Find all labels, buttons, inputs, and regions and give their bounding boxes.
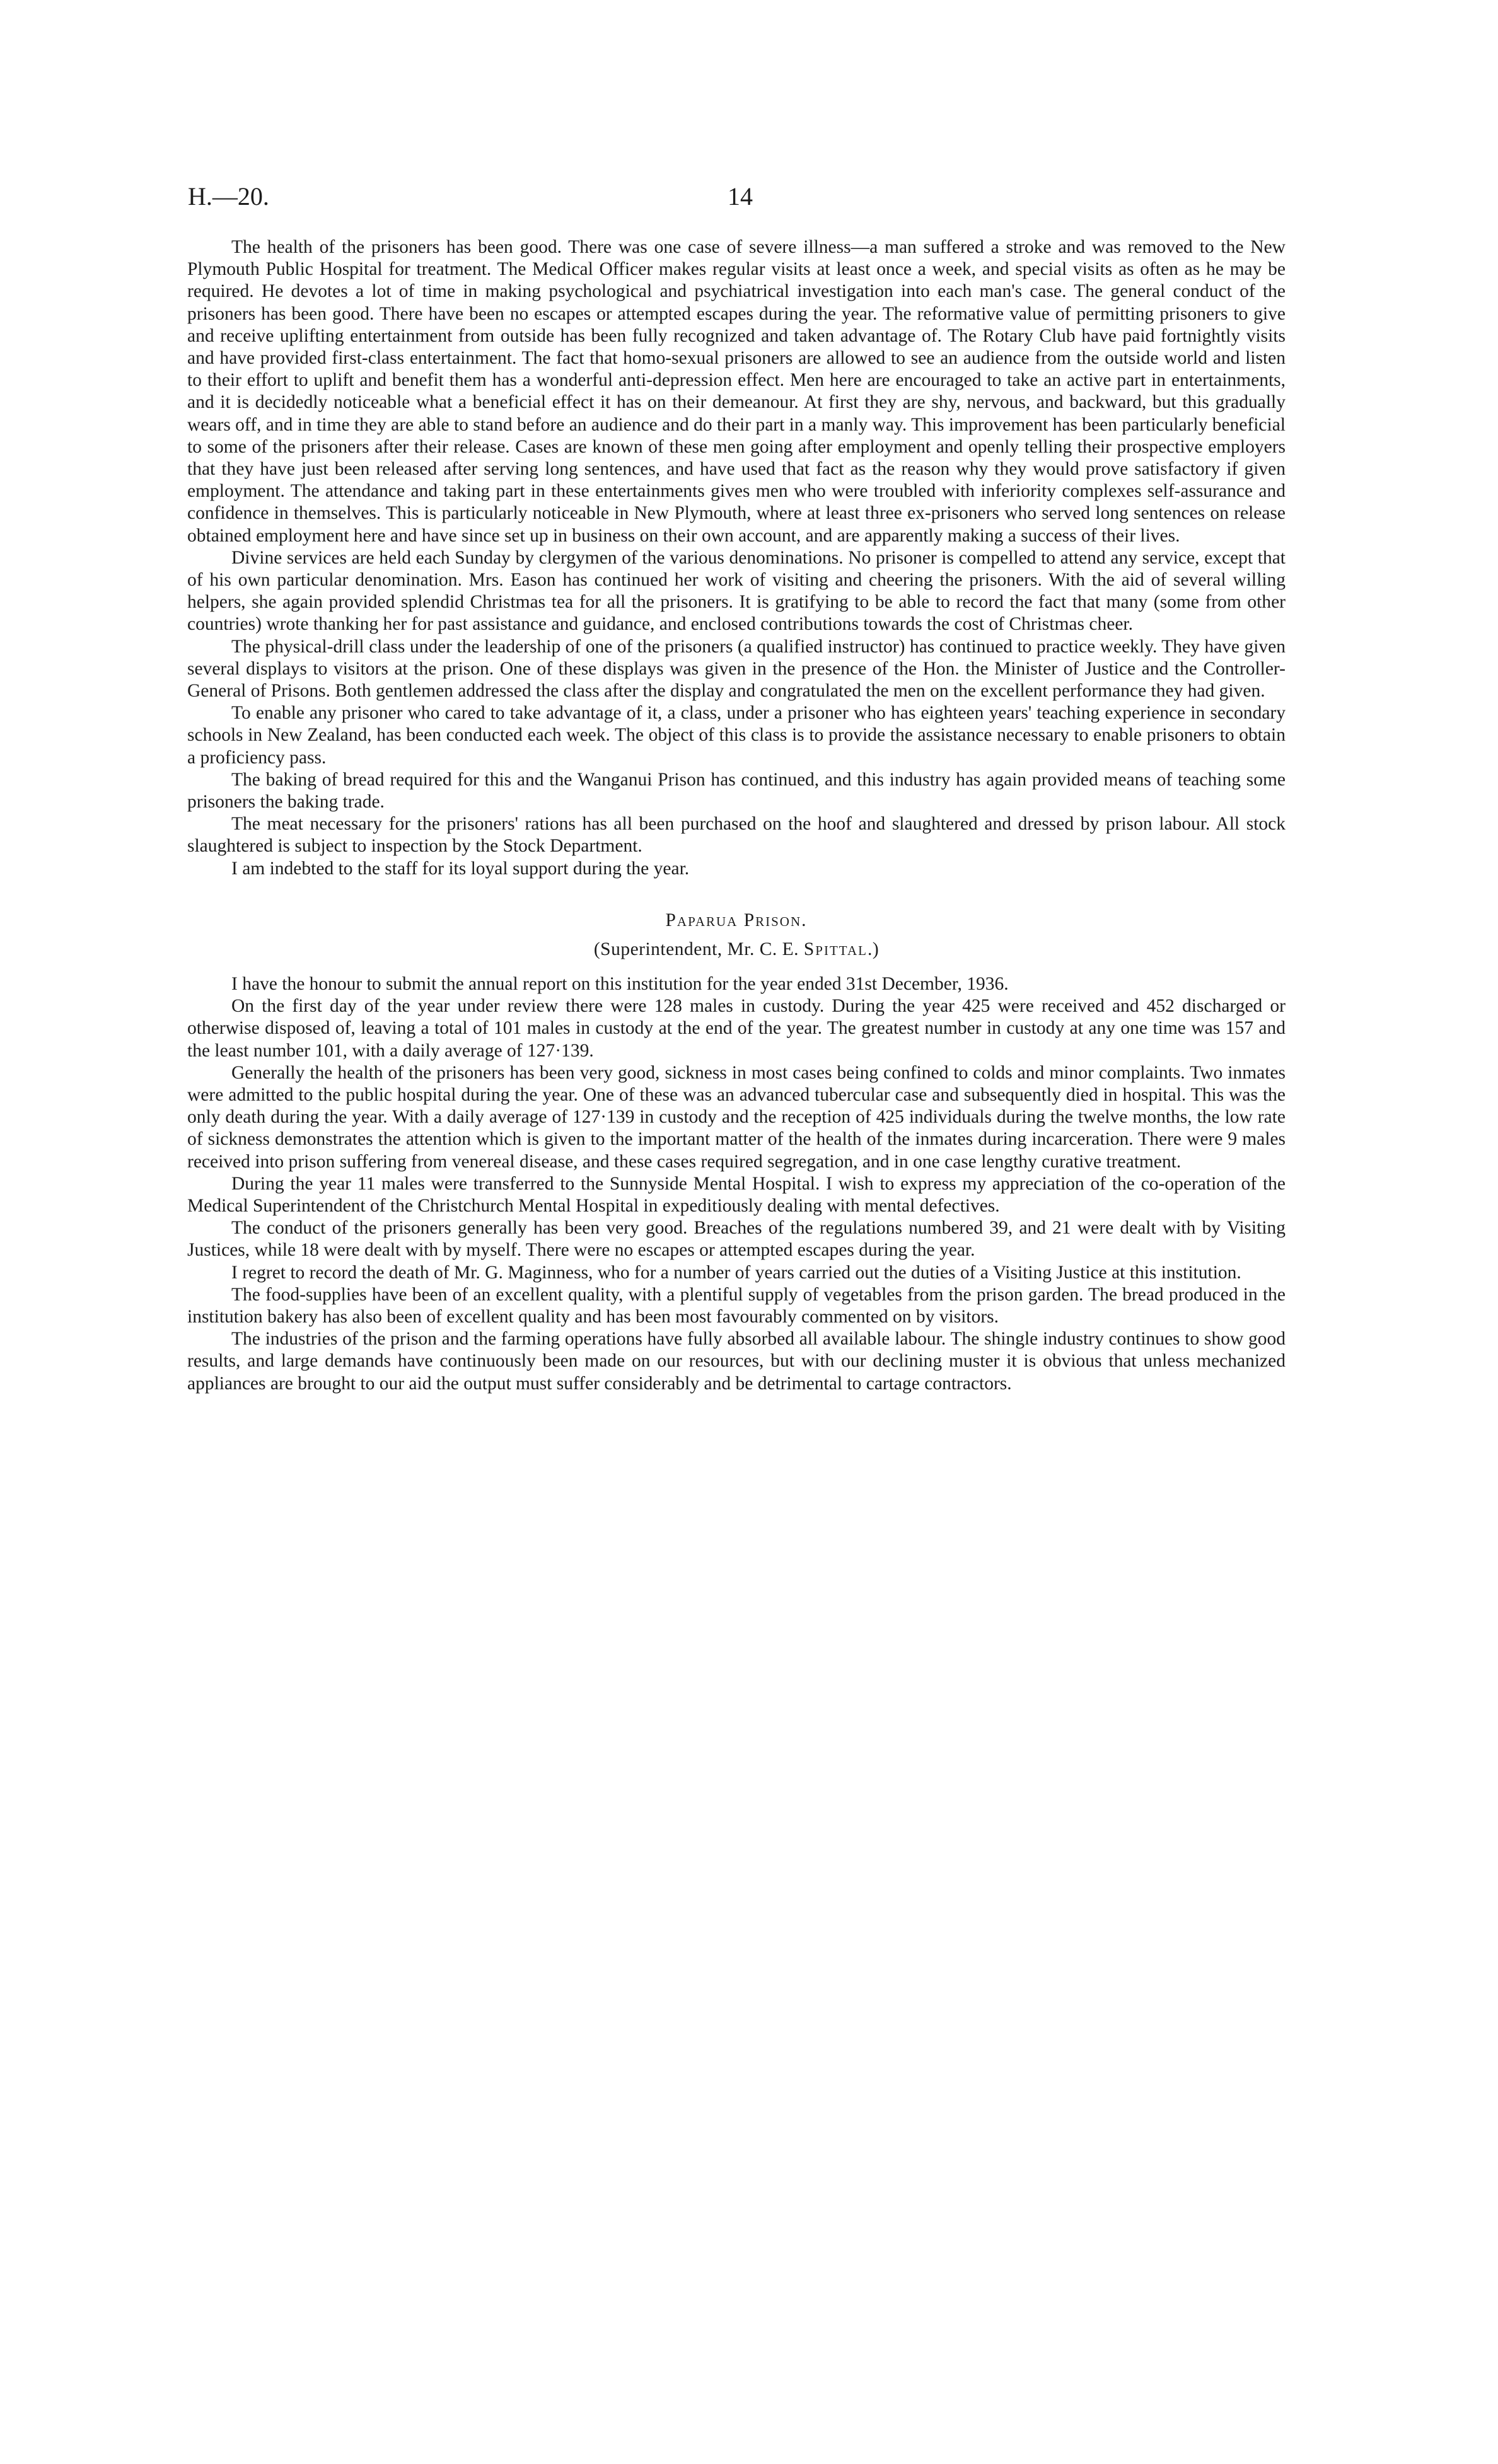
paragraph-staff-thanks: I am indebted to the staff for its loyal support during the year. [231,858,690,879]
report-body [187,236,1286,1395]
page-number: 14 [728,182,753,211]
section-subtitle [187,938,1286,961]
paragraph-physical-drill: The physical-drill class under the leadership of one of the prisoners (a qualified instructor) has continued to practice weekly. They have given several displays to visitors at the prison. One of these displays was given in the presence of the Hon. the Minister of Justice and the Controller-General of Prisons. Both gentlemen addressed the class after the display and congratulated the men on the excellent performance they had given. [187,636,1286,702]
section-title: Paparua Prison. [665,910,808,930]
paragraph-health-conduct: The health of the prisoners has been good. There was one case of severe illness—a man suffered a stroke and was removed to the New Plymouth Public Hospital for treatment. The Medical Officer makes regular visits at least once a week, and special visits as often as he may be required. He devotes a lot of time in making psychological and psychiatrical investigation into each man's case. The general conduct of the prisoners has been good. There have been no escapes or attempted escapes during the year. The reformative value of permitting prisoners to give and receive uplifting entertainment from outside has been fully recognized and taken advantage of. The Rotary Club have paid fortnightly visits and have provided first-class entertainment. The fact that homo-sexual prisoners are allowed to see an audience from the outside world and listen to their effort to uplift and benefit them has a wonderful anti-depression effect. Men here are encouraged to take an active part in entertainments, and it is decidedly noticeable what a beneficial effect it has on their demeanour. At first they are shy, nervous, and backward, but this gradually wears off, and in time they are able to stand before an audience and do their part in a manly way. This improvement has been particularly beneficial to some of the prisoners after their release. Cases are known of these men going after employment and openly telling their prospective employers that they have just been released after serving long sentences, and have used that fact as the reason why they would prove satisfactory if given employment. The attendance and taking part in these entertainments gives men who were troubled with inferiority complexes self-assurance and confidence in themselves. This is particularly noticeable in New Plymouth, where at least three ex-prisoners who served long sentences on release obtained employment here and have since set up in business on their own account, and are apparently making a success of their lives. [187,237,1286,546]
paragraph-visiting-justice: I regret to record the death of Mr. G. Maginness, who for a number of years carried out the duties of a Visiting Justice at this institution. [231,1262,1241,1283]
paragraph-food-supplies: The food-supplies have been of an excellent quality, with a plentiful supply of vegetables from the prison garden. The bread produced in the institution bakery has also been of excellent quality and has been most favourably commented on by visitors. [187,1284,1286,1327]
superintendent-suffix: .) [867,939,880,959]
paragraph-industries: The industries of the prison and the farming operations have fully absorbed all available labour. The shingle industry continues to show good results, and large demands have continuously been made on our resources, but with our declining muster it is obvious that unless mechanized appliances are brought to our aid the output must suffer considerably and be detrimental to cartage contractors. [187,1329,1286,1394]
superintendent-prefix: (Superintendent, Mr. C. E. [593,939,799,959]
paragraph-education-class: To enable any prisoner who cared to take advantage of it, a class, under a prisoner who has eighteen years' teaching experience in secondary schools in New Zealand, has been conducted each week. The object of this class is to provide the assistance necessary to enable prisoners to obtain a proficiency pass. [187,703,1286,768]
paragraph-meat-supply: The meat necessary for the prisoners' rations has all been purchased on the hoof and slaughtered and dressed by prison labour. All stock slaughtered is subject to inspection by the Stock Department. [187,814,1286,857]
page-header [188,182,1310,219]
superintendent-name: Spittal [803,939,868,959]
paragraph-custody-numbers: On the first day of the year under review there were 128 males in custody. During the year 425 were received and 452 discharged or otherwise disposed of, leaving a total of 101 males in custody at the end of the year. The greatest number in custody at any one time was 157 and the least number 101, with a daily average of 127·139. [187,996,1286,1061]
document-reference: H.—20. [188,182,269,211]
paragraph-mental-hospital: During the year 11 males were transferred to the Sunnyside Mental Hospital. I wish to express my appreciation of the co-operation of the Medical Superintendent of the Christchurch Mental Hospital in expeditiously dealing with mental defectives. [187,1173,1286,1216]
paragraph-health: Generally the health of the prisoners has been very good, sickness in most cases being confined to colds and minor complaints. Two inmates were admitted to the public hospital during the year. One of these was an advanced tubercular case and subsequently died in hospital. This was the only death during the year. With a daily average of 127·139 in custody and the reception of 425 individuals during the twelve months, the low rate of sickness demonstrates the attention which is given to the important matter of the health of the inmates during incarceration. There were 9 males received into prison suffering from venereal disease, and these cases required segregation, and in one case lengthy curative treatment. [187,1062,1286,1172]
paragraph-conduct: The conduct of the prisoners generally has been very good. Breaches of the regulations numbered 39, and 21 were dealt with by Visiting Justices, while 18 were dealt with by myself. There were no escapes or attempted escapes during the year. [187,1218,1286,1261]
paragraph-divine-services: Divine services are held each Sunday by clergymen of the various denominations. No prisoner is compelled to attend any service, except that of his own particular denomination. Mrs. Eason has continued her work of visiting and cheering the prisoners. With the aid of several willing helpers, she again provided splendid Christmas tea for all the prisoners. It is gratifying to be able to record the fact that many (some from other countries) wrote thanking her for past assistance and guidance, and enclosed contributions towards the cost of Christmas cheer. [187,547,1286,635]
paragraph-bread-baking: The baking of bread required for this and the Wanganui Prison has continued, and this industry has again provided means of teaching some prisoners the baking trade. [187,769,1286,813]
paragraph-annual-report-intro: I have the honour to submit the annual report on this institution for the year ended 31st December, 1936. [231,973,1009,994]
